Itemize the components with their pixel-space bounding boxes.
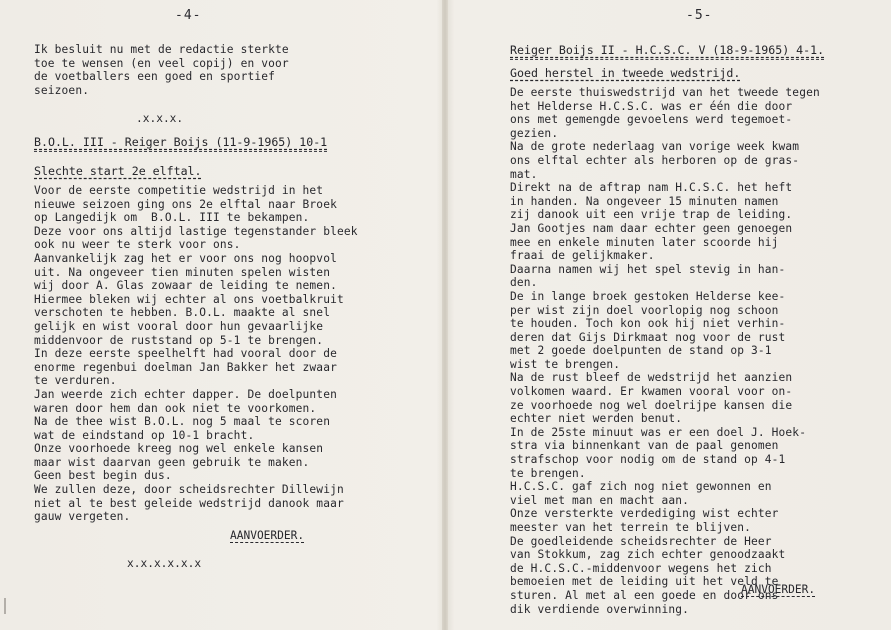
page-number: -5-: [686, 8, 713, 23]
page-edge-mark: [4, 598, 6, 614]
signature: AANVOERDER.: [230, 529, 305, 542]
intro-paragraph: Ik besluit nu met de redactie sterkte toe te wensen (en veel copij) en voor de voetballers een goed en sportief seizoen.: [34, 43, 289, 97]
article-title: Reiger Boijs II - H.C.S.C. V (18-9-1965) 4-1.: [510, 44, 824, 60]
article-body: De eerste thuiswedstrijd van het tweede tegen het Helderse H.C.S.C. was er één die door ons met gemengde gevoelens werd tegemoet- gezien. Na de grote nederlaag van vorige week kwam ons elftal echter als herboren op de gras- mat. Direkt na de aftrap nam H.C.S.C. het heft in handen. Na ongeveer 15 minuten namen zij danook uit een vrije trap de leiding. Jan Gootjes nam daar echter geen genoegen mee en enkele minuten later scoorde hij fraai de gelijkmaker. Daarna namen wij het spel stevig in han- den. De in lange broek gestoken Helderse kee- per wist zijn doel voorlopig nog schoon te houden. Toch kon ook hij niet verhin- deren dat Gijs Dirkmaat nog voor de rust met 2 goede doelpunten de stand op 3-1 wist te brengen. Na de rust bleef de wedstrijd het aanzien volkomen waard. Er kwamen vooral voor on- ze voorhoede nog wel doelrijpe kansen die echter niet werden benut. In de 25ste minuut was er een doel J. Hoek- stra via binnenkant van de paal genomen strafschop voor nodig om de stand op 4-1 te brengen. H.C.S.C. gaf zich nog niet gewonnen en viel met man en macht aan. Onze versterkte verdediging wist echter meester van het terrein te blijven. De goedleidende scheidsrechter de Heer van Stokkum, zag zich echter genoodzaakt de H.C.S.C.-middenvoor wegens het zich bemoeien met de leiding uit het veld te sturen. Al met al een goede en door ons dik verdiende overwinning.: [510, 86, 820, 616]
page-left: [0, 0, 442, 630]
article-title: B.O.L. III - Reiger Boijs (11-9-1965) 10-1: [34, 136, 327, 152]
article-subtitle: Goed herstel in tweede wedstrijd.: [510, 66, 741, 80]
article-subtitle: Slechte start 2e elftal.: [34, 164, 202, 178]
article-body: Voor de eerste competitie wedstrijd in het nieuwe seizoen ging ons 2e elftal naar Broek op Langedijk om B.O.L. III te bekampen. Deze voor ons altijd lastige tegenstander bleek ook nu weer te sterk voor ons. Aanvankelijk zag het er voor ons nog hoopvol uit. Na ongeveer tien minuten spelen wisten wij door A. Glas zowaar de leiding te nemen. Hiermee bleken wij echter al ons voetbalkruit verschoten te hebben. B.O.L. maakte al snel gelijk en wist vooral door hun gevaarlijke middenvoor de ruststand op 5-1 te brengen. In deze eerste speelhelft had vooral door de enorme regenbui doelman Jan Bakker het zwaar te verduren. Jan weerde zich echter dapper. De doelpunten waren door hem dan ook niet te voorkomen. Na de thee wist B.O.L. nog 5 maal te scoren wat de eindstand op 10-1 bracht. Onze voorhoede kreeg nog wel enkele kansen maar wist daarvan geen gebruik te maken. Geen best begin dus. We zullen deze, door scheidsrechter Dillewijn niet al te best geleide wedstrijd danook maar gauw vergeten.: [34, 184, 358, 524]
signature: AANVOERDER.: [741, 583, 816, 596]
page-right: [448, 0, 891, 630]
separator: .x.x.x.: [136, 112, 184, 125]
separator: x.x.x.x.x.x: [127, 557, 202, 570]
page-number: -4-: [175, 8, 202, 23]
